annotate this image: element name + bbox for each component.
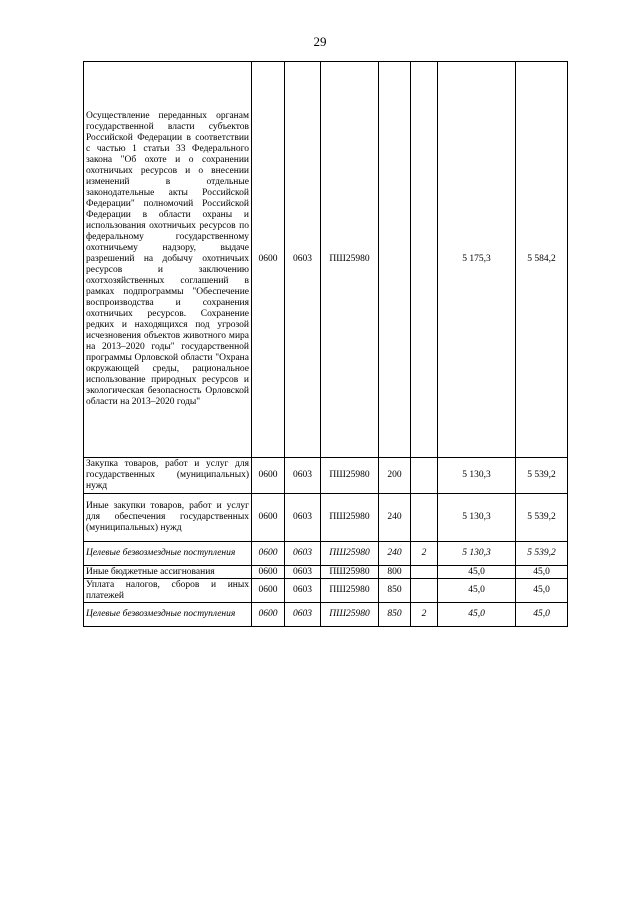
row-expense-type: 800: [379, 566, 411, 579]
table-row: [84, 603, 568, 627]
row-amount-year2: 5 539,2: [516, 494, 568, 542]
row-section: 0600: [252, 458, 285, 494]
row-amount-year1: 5 130,3: [438, 494, 516, 542]
row-subsection: 0603: [285, 542, 321, 566]
table-row: [84, 62, 568, 458]
row-target-article: ПШ25980: [321, 542, 379, 566]
row-amount-year1: 5 130,3: [438, 458, 516, 494]
row-section: 0600: [252, 62, 285, 458]
row-name: Осуществление переданных органам государственной власти субъектов Российской Федерации в соответствии с частью 1 статьи 33 Федерального закона "Об охоте и о сохранении охотничьих ресурсов и о внесении изменений в отдельные законодательные акты Российской Федерации" полномочий Российской Федерации в области охраны и использования охотничьих ресурсов по федеральному государственному охотничьему надзору, выдаче разрешений на добычу охотничьих ресурсов и заключению охотхозяйственных соглашений в рамках подпрограммы "Обеспечение воспроизводства и сохранения охотничьих ресурсов. Сохранение редких и находящихся под угрозой исчезновения объектов животного мира на 2013–2020 годы" государственной программы Орловской области "Охрана окружающей среды, рациональное использование природных ресурсов и экологическая безопасность Орловской области на 2013–2020 годы": [84, 62, 252, 458]
row-amount-year2: 5 539,2: [516, 542, 568, 566]
row-amount-year2: 45,0: [516, 566, 568, 579]
row-funding-source: [411, 458, 438, 494]
row-amount-year2: 45,0: [516, 579, 568, 603]
row-amount-year2: 5 584,2: [516, 62, 568, 458]
row-funding-source: 2: [411, 603, 438, 627]
row-section: 0600: [252, 566, 285, 579]
row-section: 0600: [252, 603, 285, 627]
row-expense-type: 850: [379, 579, 411, 603]
row-target-article: ПШ25980: [321, 62, 379, 458]
row-name: Иные бюджетные ассигнования: [84, 566, 252, 579]
table-row: [84, 579, 568, 603]
row-name: Иные закупки товаров, работ и услуг для обеспечения государственных (муниципальных) нужд: [84, 494, 252, 542]
row-expense-type: 240: [379, 542, 411, 566]
row-amount-year2: 45,0: [516, 603, 568, 627]
row-target-article: ПШ25980: [321, 566, 379, 579]
row-expense-type: 200: [379, 458, 411, 494]
table-row: [84, 542, 568, 566]
row-amount-year1: 45,0: [438, 603, 516, 627]
row-section: 0600: [252, 542, 285, 566]
row-amount-year2: 5 539,2: [516, 458, 568, 494]
row-funding-source: [411, 566, 438, 579]
row-amount-year1: 45,0: [438, 566, 516, 579]
row-target-article: ПШ25980: [321, 603, 379, 627]
row-expense-type: 850: [379, 603, 411, 627]
row-funding-source: [411, 579, 438, 603]
page-number: 29: [313, 34, 327, 49]
row-subsection: 0603: [285, 603, 321, 627]
row-name: Уплата налогов, сборов и иных платежей: [84, 579, 252, 603]
row-name: Закупка товаров, работ и услуг для государственных (муниципальных) нужд: [84, 458, 252, 494]
table-row: [84, 566, 568, 579]
row-subsection: 0603: [285, 458, 321, 494]
row-section: 0600: [252, 579, 285, 603]
row-funding-source: [411, 62, 438, 458]
row-subsection: 0603: [285, 566, 321, 579]
row-target-article: ПШ25980: [321, 458, 379, 494]
row-funding-source: 2: [411, 542, 438, 566]
row-amount-year1: 5 130,3: [438, 542, 516, 566]
row-name: Целевые безвозмездные поступления: [84, 542, 252, 566]
row-target-article: ПШ25980: [321, 579, 379, 603]
row-funding-source: [411, 494, 438, 542]
row-expense-type: 240: [379, 494, 411, 542]
row-subsection: 0603: [285, 494, 321, 542]
row-expense-type: [379, 62, 411, 458]
row-name: Целевые безвозмездные поступления: [84, 603, 252, 627]
row-section: 0600: [252, 494, 285, 542]
table-row: [84, 494, 568, 542]
table-row: [84, 458, 568, 494]
row-subsection: 0603: [285, 579, 321, 603]
row-amount-year1: 45,0: [438, 579, 516, 603]
row-amount-year1: 5 175,3: [438, 62, 516, 458]
budget-table: [83, 61, 568, 627]
row-subsection: 0603: [285, 62, 321, 458]
row-target-article: ПШ25980: [321, 494, 379, 542]
